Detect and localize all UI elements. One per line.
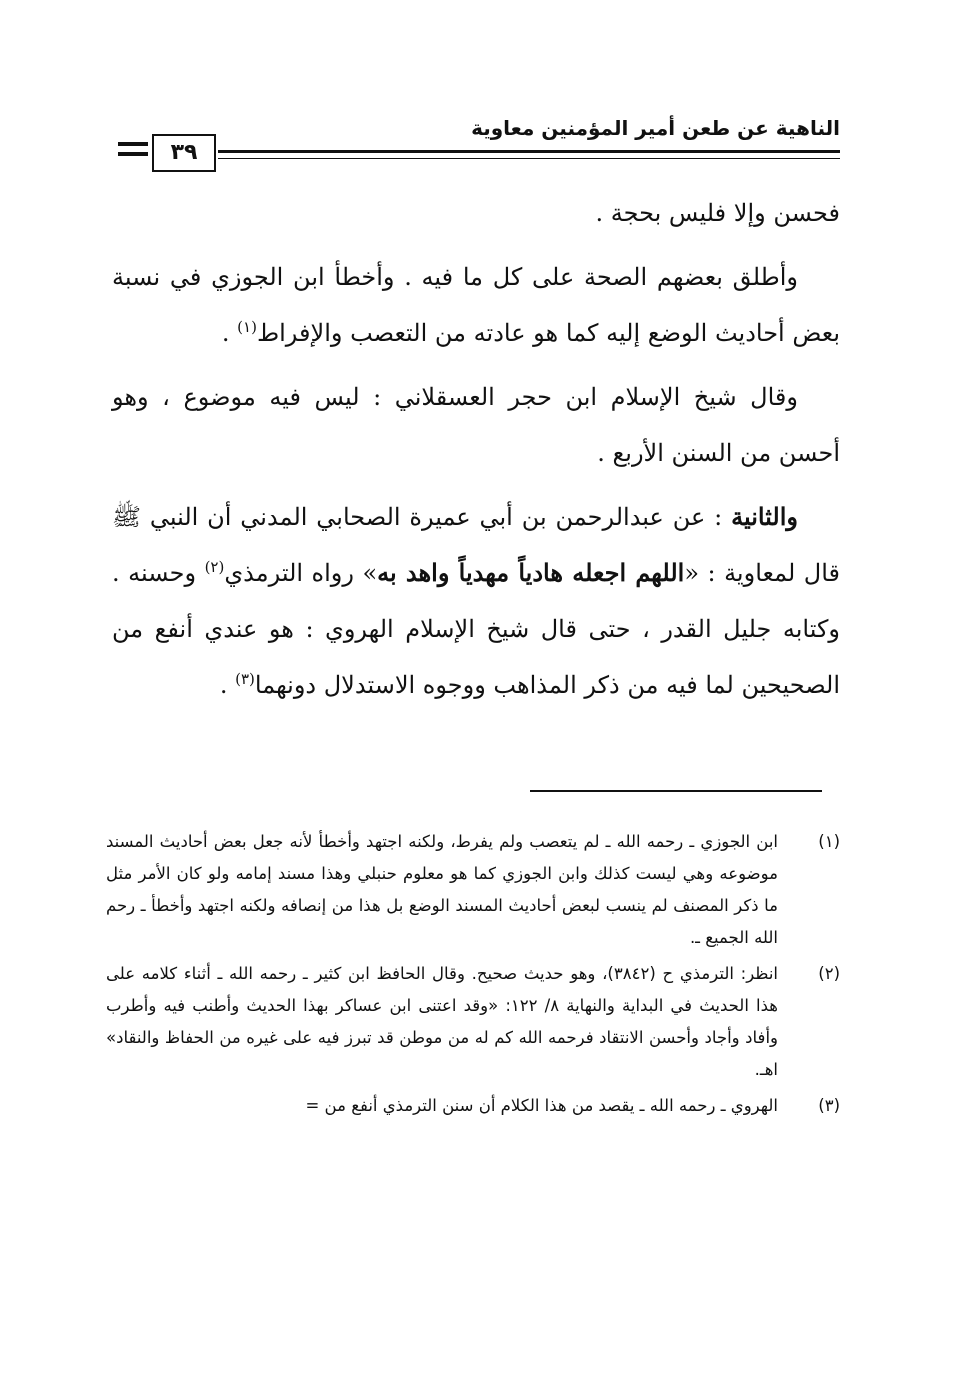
header-rule [218, 150, 840, 153]
page-number: ٣٩ [152, 134, 216, 172]
footnote-separator [530, 790, 822, 792]
main-text [112, 185, 840, 721]
paragraph: وقال شيخ الإسلام ابن حجر العسقلاني : ليس فيه موضوع ، وهو أحسن من السنن الأربع . [112, 383, 840, 467]
footnotes [106, 826, 840, 1126]
footnote-text: ابن الجوزي ـ رحمه الله ـ لم يتعصب ولم يفرط، ولكنه اجتهد وأخطأ لأنه جعل بعض أحاديث المسند موضوعه وهي ليست كذلك وابن الجوزي كما هو معلوم حنبلي وهذا مسند إمامه ولو كان الأمر مثل ما ذكر المصنف لم ينسب لبعض أحاديث المسند الوضع بل هذا من إنصافه ولكنه اجتهد وأخطأ ـ رحم الله الجميع ـ. [106, 832, 778, 947]
paragraph-text: : عن عبدالرحمن بن أبي عميرة الصحابي المدني أن النبي ﷺ قال لمعاوية : « [112, 503, 840, 587]
footnote-ref: (١) [237, 318, 257, 336]
header-rule-thin [218, 158, 840, 159]
paragraph-end: . [219, 671, 236, 699]
running-header [118, 112, 840, 168]
footnote-number: (١) [818, 832, 840, 851]
paragraph-end: . [221, 319, 238, 347]
footnote-number: (٢) [818, 964, 840, 983]
paragraph-text: وحسنه . وكتابه جليل القدر ، حتى قال شيخ الإسلام الهروي : هو عندي أنفع من الصحيحين لما فيه من ذكر المذاهب ووجوه الاستدلال دونهما [112, 559, 840, 699]
footnote [106, 1090, 840, 1122]
footnote-ref: (٣) [235, 670, 255, 688]
paragraph-text: » رواه الترمذي [224, 559, 378, 587]
footnote [106, 958, 840, 1086]
footnote [106, 826, 840, 954]
paragraph: فحسن وإلا فليس بحجة . [595, 199, 840, 227]
hadith-quote: اللهم اجعله هادياً مهدياً واهد به [377, 558, 685, 587]
running-title: الناهية عن طعن أمير المؤمنين معاوية [471, 116, 840, 140]
section-lead: والثانية [731, 502, 798, 531]
footnote-number: (٣) [818, 1096, 840, 1115]
paragraph [112, 489, 840, 713]
paragraph [112, 249, 840, 361]
paragraph-text: وأطلق بعضهم الصحة على كل ما فيه . وأخطأ ابن الجوزي في نسبة بعض أحاديث الوضع إليه كما هو عادته من التعصب والإفراط [112, 263, 840, 347]
footnote-text: انظر: الترمذي ح (٣٨٤٢)، وهو حديث صحيح. وقال الحافظ ابن كثير ـ رحمه الله ـ أثناء كلامه على هذا الحديث في البداية والنهاية ٨/ ١٢٢: «وقد اعتنى ابن عساكر بهذا الحديث وأطنب فيه وأطرب وأفاد وأجاد وأحسن الانتقاد فرحمه الله كم له من موطن قد تبرز فيه على غيره من الحفاظ والنقاد» اهـ. [106, 964, 779, 1079]
footnote-ref: (٢) [204, 558, 225, 576]
footnote-text: الهروي ـ رحمه الله ـ يقصد من هذا الكلام أن سنن الترمذي أنفع من = [305, 1096, 778, 1115]
page-number-ornament [118, 142, 148, 162]
